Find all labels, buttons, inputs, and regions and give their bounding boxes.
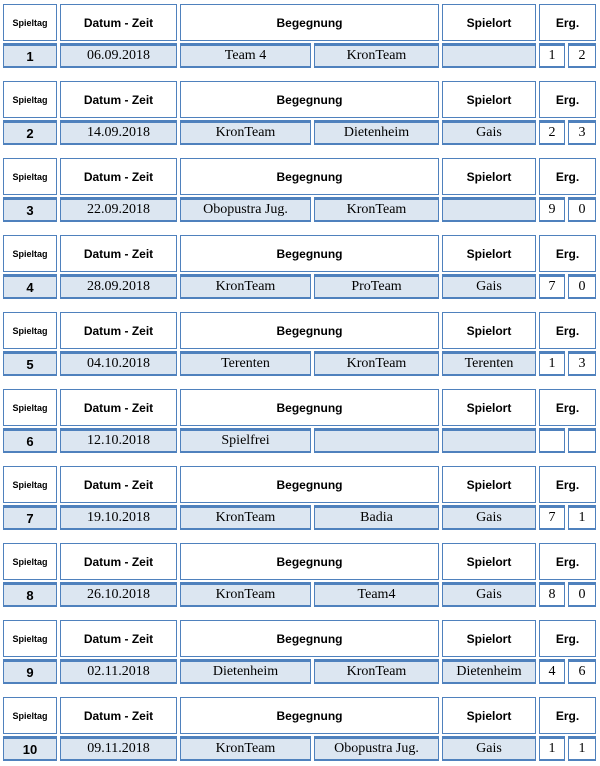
column-header-spielort: Spielort xyxy=(442,389,536,426)
home-team-cell: KronTeam xyxy=(180,120,311,145)
matchday-number-cell: 9 xyxy=(3,659,57,684)
column-header-erg: Erg. xyxy=(539,697,596,734)
column-header-begegnung: Begegnung xyxy=(180,158,439,195)
column-header-begegnung: Begegnung xyxy=(180,389,439,426)
matchday-block xyxy=(3,4,597,68)
away-team-cell xyxy=(314,428,439,453)
column-header-spieltag: Spieltag xyxy=(3,312,57,349)
result-away-cell: 6 xyxy=(568,659,596,684)
away-team-cell: KronTeam xyxy=(314,659,439,684)
result-away-cell xyxy=(568,428,596,453)
home-team-cell: Obopustra Jug. xyxy=(180,197,311,222)
date-cell: 26.10.2018 xyxy=(60,582,177,607)
venue-cell: Gais xyxy=(442,274,536,299)
home-team-cell: Team 4 xyxy=(180,43,311,68)
result-home-cell: 1 xyxy=(539,351,565,376)
result-away-cell: 1 xyxy=(568,505,596,530)
column-header-datum-zeit: Datum - Zeit xyxy=(60,158,177,195)
date-cell: 14.09.2018 xyxy=(60,120,177,145)
column-header-begegnung: Begegnung xyxy=(180,620,439,657)
column-header-begegnung: Begegnung xyxy=(180,466,439,503)
column-header-datum-zeit: Datum - Zeit xyxy=(60,543,177,580)
schedule-table xyxy=(3,4,597,761)
column-header-datum-zeit: Datum - Zeit xyxy=(60,235,177,272)
home-team-cell: KronTeam xyxy=(180,505,311,530)
column-header-begegnung: Begegnung xyxy=(180,312,439,349)
result-away-cell: 1 xyxy=(568,736,596,761)
matchday-number-cell: 10 xyxy=(3,736,57,761)
venue-cell: Gais xyxy=(442,582,536,607)
column-header-spielort: Spielort xyxy=(442,543,536,580)
matchday-number-cell: 6 xyxy=(3,428,57,453)
date-cell: 22.09.2018 xyxy=(60,197,177,222)
date-cell: 04.10.2018 xyxy=(60,351,177,376)
away-team-cell: ProTeam xyxy=(314,274,439,299)
column-header-datum-zeit: Datum - Zeit xyxy=(60,466,177,503)
venue-cell: Gais xyxy=(442,505,536,530)
date-cell: 02.11.2018 xyxy=(60,659,177,684)
column-header-spielort: Spielort xyxy=(442,466,536,503)
result-home-cell xyxy=(539,428,565,453)
result-home-cell: 7 xyxy=(539,274,565,299)
away-team-cell: Badia xyxy=(314,505,439,530)
away-team-cell: KronTeam xyxy=(314,43,439,68)
venue-cell: Dietenheim xyxy=(442,659,536,684)
column-header-spieltag: Spieltag xyxy=(3,235,57,272)
column-header-datum-zeit: Datum - Zeit xyxy=(60,312,177,349)
column-header-datum-zeit: Datum - Zeit xyxy=(60,697,177,734)
date-cell: 28.09.2018 xyxy=(60,274,177,299)
date-cell: 06.09.2018 xyxy=(60,43,177,68)
venue-cell xyxy=(442,43,536,68)
column-header-spieltag: Spieltag xyxy=(3,81,57,118)
column-header-erg: Erg. xyxy=(539,389,596,426)
result-home-cell: 9 xyxy=(539,197,565,222)
matchday-block xyxy=(3,466,597,530)
column-header-erg: Erg. xyxy=(539,81,596,118)
column-header-datum-zeit: Datum - Zeit xyxy=(60,389,177,426)
home-team-cell: Dietenheim xyxy=(180,659,311,684)
column-header-erg: Erg. xyxy=(539,4,596,41)
matchday-block xyxy=(3,81,597,145)
result-home-cell: 4 xyxy=(539,659,565,684)
venue-cell: Terenten xyxy=(442,351,536,376)
column-header-spielort: Spielort xyxy=(442,312,536,349)
matchday-block xyxy=(3,312,597,376)
matchday-block xyxy=(3,389,597,453)
home-team-cell: KronTeam xyxy=(180,582,311,607)
column-header-begegnung: Begegnung xyxy=(180,4,439,41)
matchday-number-cell: 4 xyxy=(3,274,57,299)
away-team-cell: Obopustra Jug. xyxy=(314,736,439,761)
venue-cell xyxy=(442,197,536,222)
away-team-cell: Team4 xyxy=(314,582,439,607)
venue-cell: Gais xyxy=(442,120,536,145)
matchday-block xyxy=(3,158,597,222)
column-header-spieltag: Spieltag xyxy=(3,697,57,734)
result-away-cell: 2 xyxy=(568,43,596,68)
home-team-cell: KronTeam xyxy=(180,736,311,761)
column-header-erg: Erg. xyxy=(539,543,596,580)
matchday-number-cell: 1 xyxy=(3,43,57,68)
venue-cell xyxy=(442,428,536,453)
home-team-cell: KronTeam xyxy=(180,274,311,299)
column-header-begegnung: Begegnung xyxy=(180,81,439,118)
column-header-erg: Erg. xyxy=(539,235,596,272)
column-header-datum-zeit: Datum - Zeit xyxy=(60,4,177,41)
column-header-datum-zeit: Datum - Zeit xyxy=(60,81,177,118)
column-header-erg: Erg. xyxy=(539,466,596,503)
column-header-datum-zeit: Datum - Zeit xyxy=(60,620,177,657)
matchday-number-cell: 5 xyxy=(3,351,57,376)
matchday-number-cell: 8 xyxy=(3,582,57,607)
result-away-cell: 0 xyxy=(568,274,596,299)
venue-cell: Gais xyxy=(442,736,536,761)
result-away-cell: 3 xyxy=(568,351,596,376)
result-home-cell: 2 xyxy=(539,120,565,145)
result-home-cell: 7 xyxy=(539,505,565,530)
date-cell: 09.11.2018 xyxy=(60,736,177,761)
away-team-cell: Dietenheim xyxy=(314,120,439,145)
result-home-cell: 1 xyxy=(539,736,565,761)
result-away-cell: 3 xyxy=(568,120,596,145)
result-home-cell: 8 xyxy=(539,582,565,607)
column-header-spielort: Spielort xyxy=(442,81,536,118)
matchday-block xyxy=(3,235,597,299)
column-header-spieltag: Spieltag xyxy=(3,4,57,41)
column-header-erg: Erg. xyxy=(539,312,596,349)
column-header-begegnung: Begegnung xyxy=(180,235,439,272)
column-header-begegnung: Begegnung xyxy=(180,697,439,734)
column-header-spieltag: Spieltag xyxy=(3,389,57,426)
away-team-cell: KronTeam xyxy=(314,197,439,222)
column-header-spielort: Spielort xyxy=(442,620,536,657)
column-header-erg: Erg. xyxy=(539,620,596,657)
column-header-spieltag: Spieltag xyxy=(3,543,57,580)
column-header-begegnung: Begegnung xyxy=(180,543,439,580)
column-header-spieltag: Spieltag xyxy=(3,158,57,195)
away-team-cell: KronTeam xyxy=(314,351,439,376)
column-header-erg: Erg. xyxy=(539,158,596,195)
home-team-cell: Terenten xyxy=(180,351,311,376)
column-header-spielort: Spielort xyxy=(442,4,536,41)
column-header-spielort: Spielort xyxy=(442,235,536,272)
matchday-number-cell: 7 xyxy=(3,505,57,530)
column-header-spieltag: Spieltag xyxy=(3,620,57,657)
date-cell: 12.10.2018 xyxy=(60,428,177,453)
result-away-cell: 0 xyxy=(568,197,596,222)
column-header-spielort: Spielort xyxy=(442,697,536,734)
date-cell: 19.10.2018 xyxy=(60,505,177,530)
matchday-block xyxy=(3,543,597,607)
matchday-number-cell: 2 xyxy=(3,120,57,145)
matchday-number-cell: 3 xyxy=(3,197,57,222)
home-team-cell: Spielfrei xyxy=(180,428,311,453)
column-header-spielort: Spielort xyxy=(442,158,536,195)
result-away-cell: 0 xyxy=(568,582,596,607)
matchday-block xyxy=(3,697,597,761)
result-home-cell: 1 xyxy=(539,43,565,68)
column-header-spieltag: Spieltag xyxy=(3,466,57,503)
matchday-block xyxy=(3,620,597,684)
